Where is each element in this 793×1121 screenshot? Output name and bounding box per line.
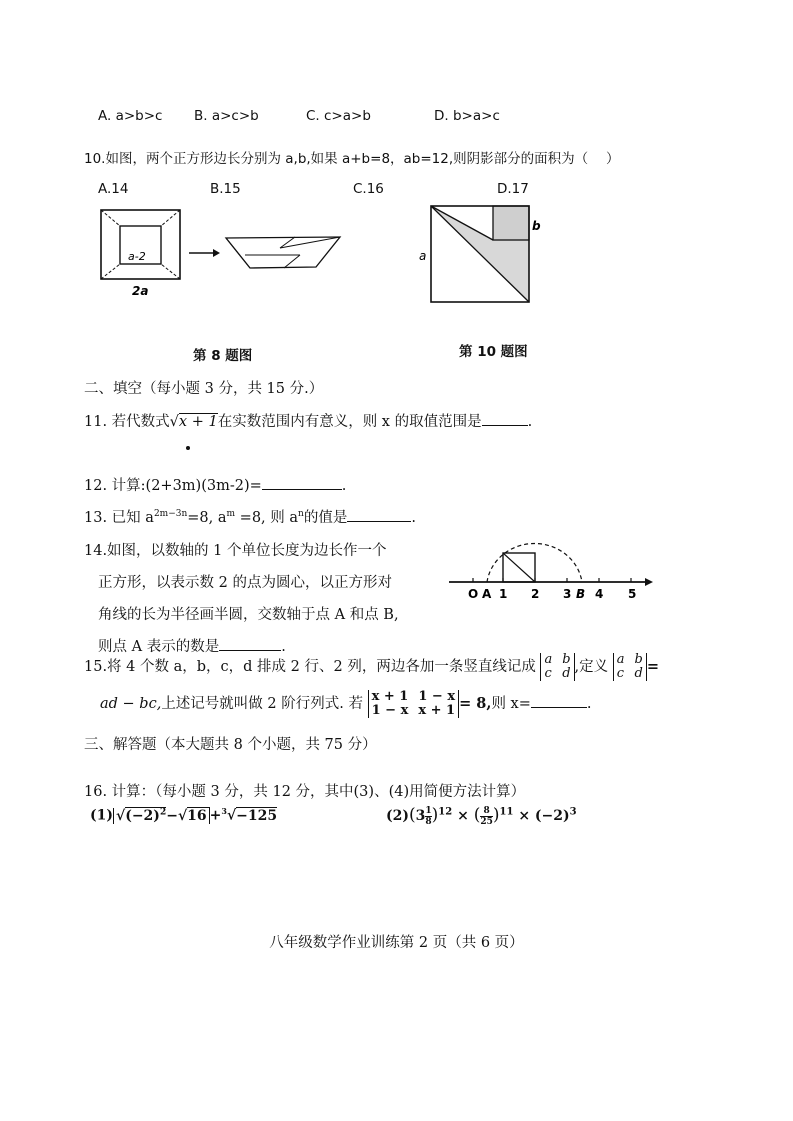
- q15-line2-mid: 上述记号就叫做 2 阶行列式. 若: [161, 696, 363, 712]
- q16-p2-den: 8: [425, 816, 432, 827]
- figure-10: [415, 200, 555, 310]
- q13-prefix: 13. 已知 a: [84, 510, 154, 526]
- det2-x-plus-1-bottom: x + 1: [418, 703, 456, 718]
- q16-p2-exp1: 12: [438, 806, 453, 818]
- q14-last-text: 则点 A 表示的数是: [98, 639, 220, 655]
- figure-8: [90, 200, 390, 310]
- q9-choice-b: B. a>c>b: [194, 108, 259, 124]
- q13-exp3: n: [298, 509, 304, 520]
- q10-choice-a: A.14: [98, 181, 129, 197]
- fig8-inner-label: a-2: [128, 250, 146, 263]
- q12-line: [84, 474, 346, 495]
- q15-eq8: = 8,: [459, 695, 492, 712]
- abs-bar-left: [113, 808, 210, 824]
- q14-answer-blank[interactable]: [219, 636, 281, 651]
- q16-part2: (2)(3 $\frac{1}{8}$ )$^{12}$ × ( $\frac{8}{25}$ )$^{11} \times (-2)^3$: [386, 805, 577, 827]
- q9-choice-d: D. b>a>c: [434, 108, 500, 124]
- q10-choice-b: B.15: [210, 181, 241, 197]
- q16-p2-times-1: ×: [457, 808, 469, 824]
- q15-determinant-notation: [540, 653, 574, 681]
- q16-p1-label: (1): [90, 807, 113, 824]
- q13-mid2: =8, 则 a: [235, 510, 299, 526]
- det-def-a: a: [616, 652, 625, 667]
- fig10-caption: 第 10 题图: [459, 344, 528, 360]
- q15-prefix: 15.将 4 个数 a，b，c，d 排成 2 行、2 列，两边各加一条竖直线记成: [84, 659, 536, 675]
- q12-answer-blank[interactable]: [262, 475, 342, 490]
- det-d: d: [562, 666, 571, 681]
- q15-define: ,定义: [574, 659, 609, 675]
- q16-p2-num2: 8: [480, 806, 493, 817]
- q11-suffix: 在实数范围内有意义，则 x 的取值范围是: [217, 414, 482, 430]
- axis-label-b: B: [576, 587, 586, 601]
- q16-p1-base: (−2): [125, 807, 160, 824]
- det-def-c: c: [616, 666, 625, 681]
- axis-label-5: 5: [628, 587, 637, 601]
- q9-choice-a: A. a>b>c: [98, 108, 163, 124]
- q16-p1-cube-index: 3: [221, 806, 227, 816]
- q10-question: 10.如图，两个正方形边长分别为 a,b,如果 a+b=8，ab=12,则阴影部分的面积为（ ）: [84, 151, 620, 167]
- fig8-outer-label: 2a: [132, 284, 149, 298]
- q15-line2: [100, 690, 591, 718]
- q16-p2-exp2: 11: [499, 806, 514, 818]
- axis-label-3: 3: [563, 587, 572, 601]
- q15-equals: =: [646, 658, 659, 675]
- q16-p2-times-2: ×: [518, 808, 531, 824]
- q9-choice-c: C. c>a>b: [306, 108, 371, 124]
- det-def-d: d: [634, 666, 643, 681]
- q16-p1-minus: −: [166, 807, 178, 824]
- q15-end: .: [586, 696, 592, 712]
- sqrt-symbol-icon: √: [169, 414, 179, 430]
- q11-answer-blank[interactable]: [482, 411, 528, 426]
- q13-answer-blank[interactable]: [347, 507, 411, 522]
- q13-suffix: 的值是: [303, 510, 348, 526]
- q16-p2-whole: 3: [415, 808, 426, 824]
- det2-1-minus-x-top: 1 − x: [418, 689, 456, 704]
- q13-line: [84, 506, 416, 527]
- q11-prefix: 11. 若代数式: [84, 414, 170, 430]
- dot-mark: [186, 446, 190, 450]
- det-a: a: [544, 652, 553, 667]
- page-footer: 八年级数学作业训练第 2 页（共 6 页）: [269, 935, 524, 951]
- q13-mid1: =8, a: [187, 510, 227, 526]
- axis-arrow-icon: [645, 578, 653, 586]
- q15-determinant-definition: [613, 653, 647, 681]
- q13-exp1: 2m−3n: [153, 509, 188, 520]
- fig10-label-a: a: [419, 249, 427, 263]
- q16-p2-den2: 25: [480, 816, 493, 827]
- q16-part1: [90, 806, 277, 824]
- det2-x-plus-1-top: x + 1: [371, 689, 409, 704]
- q10-choice-d: D.17: [497, 181, 529, 197]
- axis-label-a: A: [482, 587, 492, 601]
- q13-end: .: [411, 510, 416, 526]
- q16-question: 16. 计算：（每小题 3 分，共 12 分，其中(3)、(4)用简便方法计算）: [84, 784, 526, 800]
- q11-line: [84, 410, 532, 431]
- axis-label-1: 1: [499, 587, 508, 601]
- det-c: c: [544, 666, 552, 681]
- fig10-label-b: b: [532, 219, 541, 233]
- axis-label-4: 4: [595, 587, 604, 601]
- q15-then: 则 x=: [491, 696, 531, 712]
- q16-p1-cube-radicand: −125: [236, 807, 278, 824]
- q13-exp2: m: [226, 509, 236, 520]
- q10-choice-c: C.16: [353, 181, 384, 197]
- section2-title: 二、填空（每小题 3 分，共 15 分.）: [84, 381, 324, 397]
- q14-line2: 正方形，以表示数 2 的点为圆心，以正方形对: [98, 575, 392, 591]
- det2-1-minus-x-bottom: 1 − x: [371, 703, 409, 718]
- q12-text: 12. 计算:(2+3m)(3m-2)=: [84, 478, 262, 494]
- q16-p1-sqrt16: 16: [187, 807, 209, 824]
- det-b: b: [562, 652, 571, 667]
- q16-p1-exponent: 2: [159, 807, 167, 817]
- q16-p2-exp3: 3: [569, 806, 577, 818]
- axis-label-o: O: [468, 587, 479, 601]
- sqrt-symbol-icon: √: [116, 807, 126, 824]
- q16-p2-label: (2): [386, 808, 409, 824]
- q15-line2-prefix: ad − bc,: [100, 696, 162, 712]
- q11-end: .: [527, 414, 533, 430]
- arrow-head-icon: [213, 249, 220, 257]
- q16-p1-plus: +: [209, 807, 222, 824]
- section3-title: 三、解答题（本大题共 8 个小题，共 75 分）: [84, 737, 377, 753]
- q16-p2-num: 1: [425, 805, 432, 816]
- fig8-caption: 第 8 题图: [193, 348, 253, 364]
- q14-end: .: [281, 639, 286, 655]
- det-def-b: b: [634, 652, 643, 667]
- q14-line3: 角线的长为半径画半圆，交数轴于点 A 和点 B,: [98, 607, 399, 623]
- q12-end: .: [341, 478, 347, 494]
- q11-radicand: x + 1: [178, 414, 218, 430]
- q16-p2-last: (−2): [534, 808, 570, 824]
- cube-root-symbol-icon: √: [226, 807, 237, 824]
- number-line-figure: [445, 540, 660, 602]
- q14-line1: 14.如图，以数轴的 1 个单位长度为边长作一个: [84, 543, 387, 559]
- q15-equation-determinant: [368, 690, 460, 718]
- square-diagonal: [503, 553, 535, 582]
- sqrt-symbol-icon: √: [177, 807, 188, 824]
- q15-answer-blank[interactable]: [531, 693, 587, 708]
- axis-label-2: 2: [531, 587, 540, 601]
- q15-line1: [84, 653, 659, 681]
